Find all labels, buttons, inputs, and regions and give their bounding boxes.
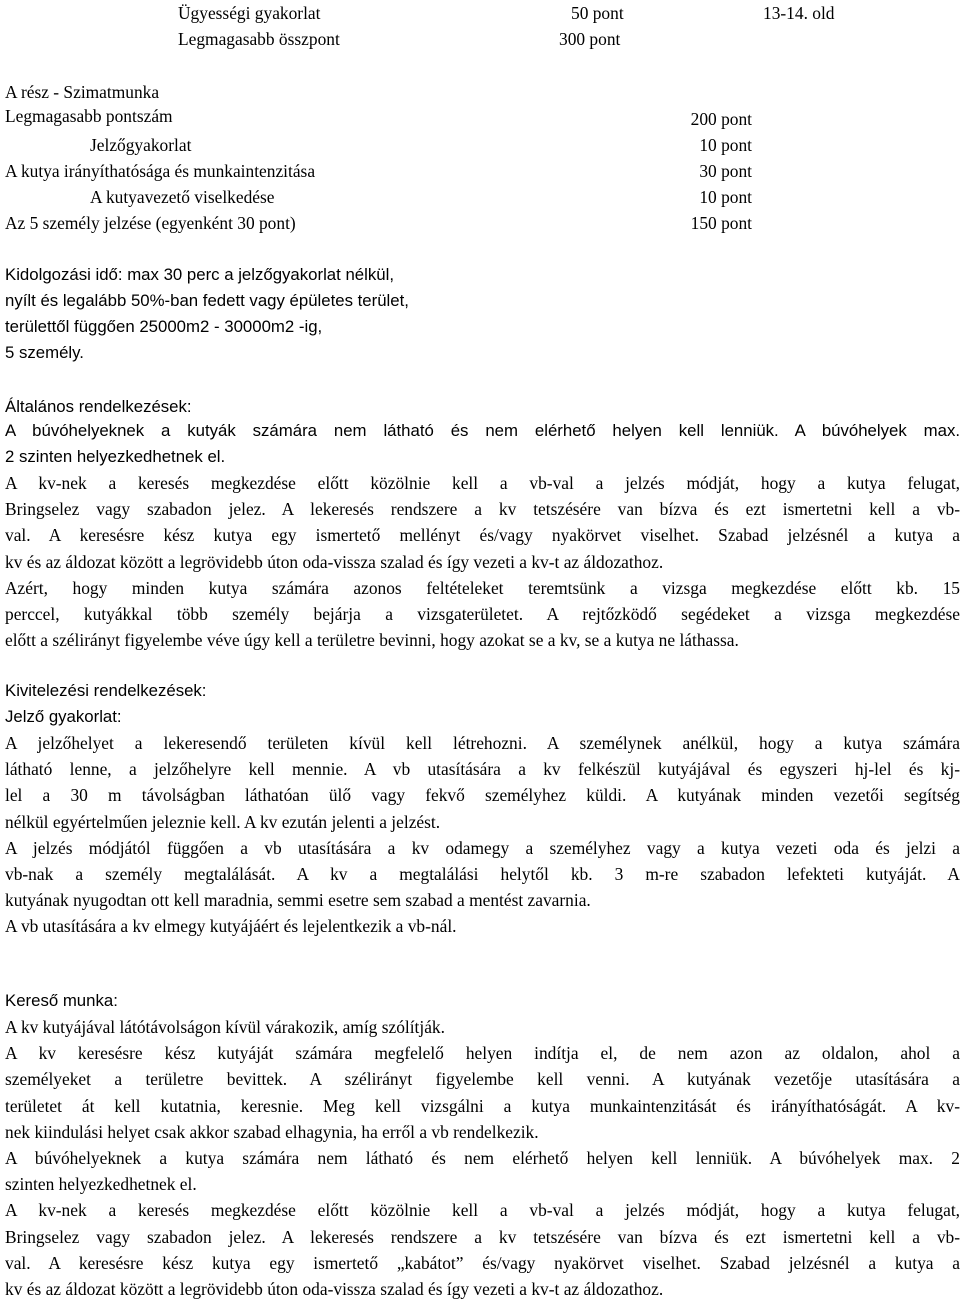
general-line: előtt a szélirányt figyelembe véve úgy kell a területre bevinni, hogy azokat se a kv, se a kutya ne láthassa. bbox=[5, 630, 739, 651]
search-line: A kv keresésre kész kutyáját számára megfelelő helyen indítja el, de nem azon az oldalon, ahol a bbox=[5, 1043, 960, 1064]
general-line: Azért, hogy minden kutya számára azonos feltételeket teremtsünk a vizsga megkezdése előtt kb. 15 bbox=[5, 577, 960, 598]
conditions-block bbox=[5, 262, 409, 366]
score-row-points: 150 pont bbox=[690, 213, 752, 233]
score-row-label: Jelzőgyakorlat bbox=[90, 135, 192, 155]
search-paragraph bbox=[5, 1014, 960, 1302]
score-row-label: Legmagasabb pontszám bbox=[5, 106, 173, 126]
search-heading: Kereső munka: bbox=[5, 991, 118, 1010]
execution-line: A jelzés módjától függően a vb utasítására a kv odamegy a személyhez vagy a kutya vezeti oda és jelzi a bbox=[5, 837, 960, 858]
conditions-line: területtől függően 25000m2 - 30000m2 -ig, bbox=[5, 317, 323, 336]
search-line: Bringselez vagy szabadon jelez. A lekeresés rendszere a kv tetszésére van bízva és ezt ismertetni kell a vb- bbox=[5, 1226, 960, 1247]
execution-line: kutyának nyugodtan ott kell maradnia, semmi esetre sem szabad a mentést zavarnia. bbox=[5, 890, 591, 911]
signal-exercise-subheading: Jelző gyakorlat: bbox=[5, 707, 122, 726]
execution-paragraph bbox=[5, 730, 960, 940]
conditions-line: Kidolgozási idő: max 30 perc a jelzőgyakorlat nélkül, bbox=[5, 265, 394, 284]
header-label-1: Ügyességi gyakorlat bbox=[178, 3, 321, 23]
search-line: A kv-nek a keresés megkezdése előtt közölnie kell a vb-val a jelzés módját, hogy a kutya felugat, bbox=[5, 1200, 960, 1221]
section-a-title: A rész - Szimatmunka bbox=[5, 82, 160, 102]
search-line: val. A keresésre kész kutya egy ismertető „kabátot” és/vagy nyakörvet viselhet. Szabad jelzésnél a kutya a bbox=[5, 1252, 960, 1273]
search-line: A búvóhelyeknek a kutya számára nem látható és nem elérhető helyen kell lenniük. A búvóhelyek max. 2 bbox=[5, 1148, 960, 1169]
page-reference: 13-14. old bbox=[763, 3, 835, 23]
search-line: kv és az áldozat között a legrövidebb úton oda-vissza szalad és így vezeti a kv-t az áldozathoz. bbox=[5, 1279, 664, 1300]
conditions-line: nyílt és legalább 50%-ban fedett vagy épületes terület, bbox=[5, 291, 409, 310]
score-row-points: 10 pont bbox=[699, 135, 752, 155]
score-row-points: 30 pont bbox=[699, 161, 752, 181]
general-line: 2 szinten helyezkedhetnek el. bbox=[5, 447, 226, 467]
score-row-label: Az 5 személy jelzése (egyenként 30 pont) bbox=[5, 213, 296, 233]
score-row-label: A kutya irányíthatósága és munkaintenzitása bbox=[5, 161, 316, 181]
search-line: személyeket a területre bevittek. A szélirányt figyelembe kell venni. A kutyának vezetője utasítására a bbox=[5, 1069, 960, 1090]
execution-line: látható lenne, a jelzőhelyre kell mennie. A vb utasítására a kv felkészül kutyájával és egyszeri hj-lel és kj- bbox=[5, 759, 960, 780]
execution-heading: Kivitelezési rendelkezések: bbox=[5, 681, 207, 700]
general-line: val. A keresésre kész kutya egy ismertető mellényt és/vagy nyakörvet viselhet. Szabad jelzésnél a kutya a bbox=[5, 525, 960, 546]
execution-line: A vb utasítására a kv elmegy kutyájáért és lejelentkezik a vb-nál. bbox=[5, 916, 457, 937]
conditions-line: 5 személy. bbox=[5, 343, 84, 362]
general-line: Bringselez vagy szabadon jelez. A lekeresés rendszere a kv tetszésére van bízva és ezt ismertetni kell a vb- bbox=[5, 499, 960, 520]
general-paragraph bbox=[5, 418, 960, 470]
header-points-2: 300 pont bbox=[559, 29, 621, 49]
score-row-points: 200 pont bbox=[690, 109, 752, 129]
header-label-2: Legmagasabb összpont bbox=[178, 29, 340, 49]
search-line: területet át kell kutatnia, keresnie. Meg kell vizsgálni a kutya munkaintenzitását és irányíthatóságát. A kv- bbox=[5, 1095, 960, 1116]
execution-line: A jelzőhelyet a lekeresendő területen kívül kell létrehozni. A személynek anélkül, hogy a kutya számára bbox=[5, 733, 960, 753]
general-line: A búvóhelyeknek a kutyák számára nem látható és nem elérhető helyen kell lenniük. A búvóhelyek max. bbox=[5, 421, 960, 440]
score-row-label: A kutyavezető viselkedése bbox=[90, 187, 275, 207]
general-paragraph-2 bbox=[5, 470, 960, 653]
general-line: perccel, kutyákkal több személy bejárja a vizsgaterületet. A rejtőzködő segédeket a vizsga megkezdése bbox=[5, 604, 960, 625]
general-heading: Általános rendelkezések: bbox=[5, 397, 192, 416]
header-points-1: 50 pont bbox=[571, 3, 624, 23]
execution-line: vb-nak a személy megtalálását. A kv a megtalálási helytől kb. 3 m-re szabadon lefekteti kutyáját. A bbox=[5, 864, 960, 885]
search-line: A kv kutyájával látótávolságon kívül várakozik, amíg szólítják. bbox=[5, 1017, 445, 1037]
search-line: nek kiindulási helyet csak akkor szabad elhagynia, ha erről a vb rendelkezik. bbox=[5, 1121, 539, 1142]
execution-line: nélkül egyértelműen jeleznie kell. A kv ezután jelenti a jelzést. bbox=[5, 811, 441, 832]
search-line: szinten helyezkedhetnek el. bbox=[5, 1174, 197, 1195]
execution-line: lel a 30 m távolságban láthatóan ülő vagy fekvő személyhez küldi. A kutyának minden vezetői segítség bbox=[5, 785, 960, 806]
score-row-points: 10 pont bbox=[699, 187, 752, 207]
general-line: kv és az áldozat között a legrövidebb úton oda-vissza szalad és így vezeti a kv-t az áldozathoz. bbox=[5, 551, 664, 572]
general-line: A kv-nek a keresés megkezdése előtt közölnie kell a vb-val a jelzés módját, hogy a kutya felugat, bbox=[5, 473, 960, 493]
